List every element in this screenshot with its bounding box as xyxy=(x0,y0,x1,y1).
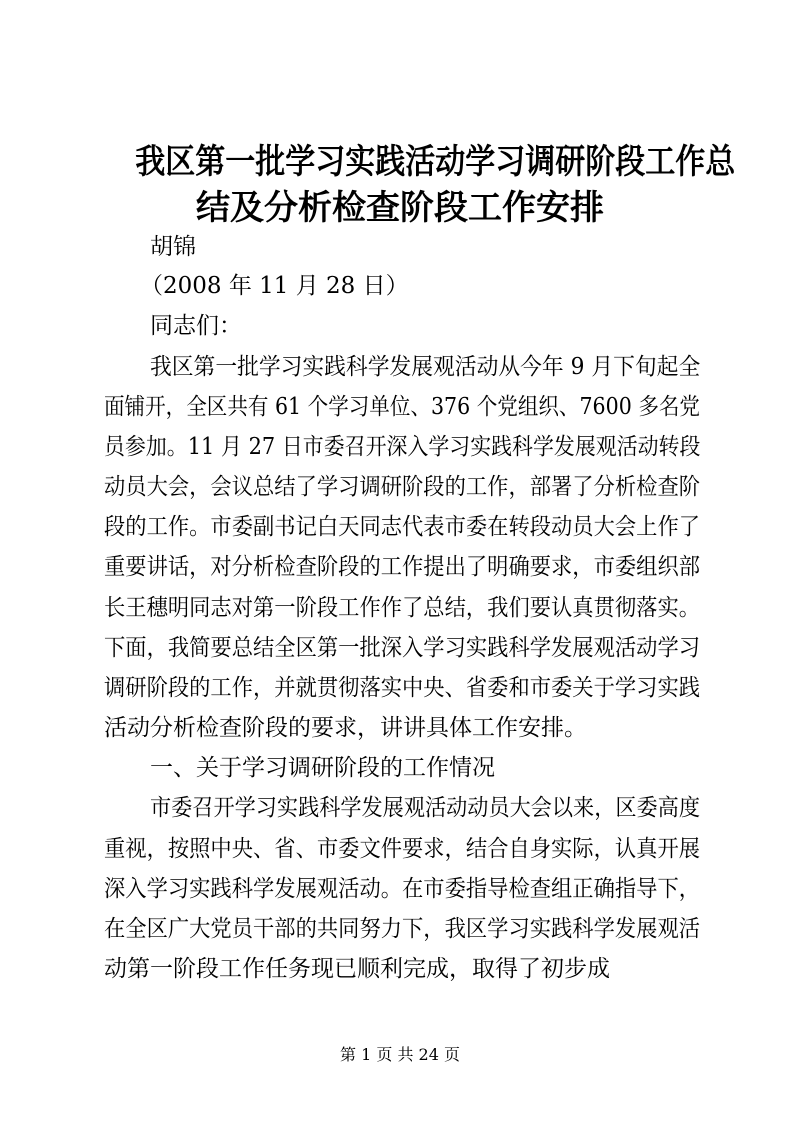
paragraph-line: 在全区广大党员干部的共同努力下，我区学习实践科学发展观活 xyxy=(104,916,701,942)
paragraph-line: 动第一阶段工作任务现已顺利完成，取得了初步成 xyxy=(104,956,610,982)
speech-date: （2008 年 11 月 28 日） xyxy=(140,273,409,299)
paragraph-line: 动员大会，会议总结了学习调研阶段的工作，部署了分析检查阶 xyxy=(104,474,701,500)
paragraph-line: 我区第一批学习实践科学发展观活动从今年 9 月下旬起全 xyxy=(150,354,701,380)
paragraph-line: 调研阶段的工作，并就贯彻落实中央、省委和市委关于学习实践 xyxy=(104,675,701,701)
paragraph-line: 活动分析检查阶段的要求，讲讲具体工作安排。 xyxy=(104,715,587,741)
salutation: 同志们： xyxy=(150,313,242,339)
page-footer: 第 1 页 共 24 页 xyxy=(340,1045,460,1064)
paragraph-line: 长王穗明同志对第一阶段工作作了总结，我们要认真贯彻落实。 xyxy=(104,595,701,621)
paragraph-line: 重要讲话，对分析检查阶段的工作提出了明确要求，市委组织部 xyxy=(104,554,701,580)
paragraph-line: 段的工作。市委副书记白天同志代表市委在转段动员大会上作了 xyxy=(104,514,701,540)
paragraph-line: 员参加。11 月 27 日市委召开深入学习实践科学发展观活动转段 xyxy=(104,434,701,460)
paragraph-line: 面铺开，全区共有 61 个学习单位、376 个党组织、7600 多名党 xyxy=(104,394,700,420)
document-title-line-1: 我区第一批学习实践活动学习调研阶段工作总 xyxy=(135,142,736,182)
paragraph-line: 深入学习实践科学发展观活动。在市委指导检查组正确指导下， xyxy=(104,876,701,902)
document-title-line-2: 结及分析检查阶段工作安排 xyxy=(196,188,604,228)
section-heading: 一、关于学习调研阶段的工作情况 xyxy=(150,755,495,781)
paragraph-line: 下面，我简要总结全区第一批深入学习实践科学发展观活动学习 xyxy=(104,635,701,661)
author-name: 胡锦 xyxy=(150,234,196,260)
paragraph-line: 市委召开学习实践科学发展观活动动员大会以来，区委高度 xyxy=(150,795,700,821)
paragraph-line: 重视，按照中央、省、市委文件要求，结合自身实际，认真开展 xyxy=(104,836,701,862)
